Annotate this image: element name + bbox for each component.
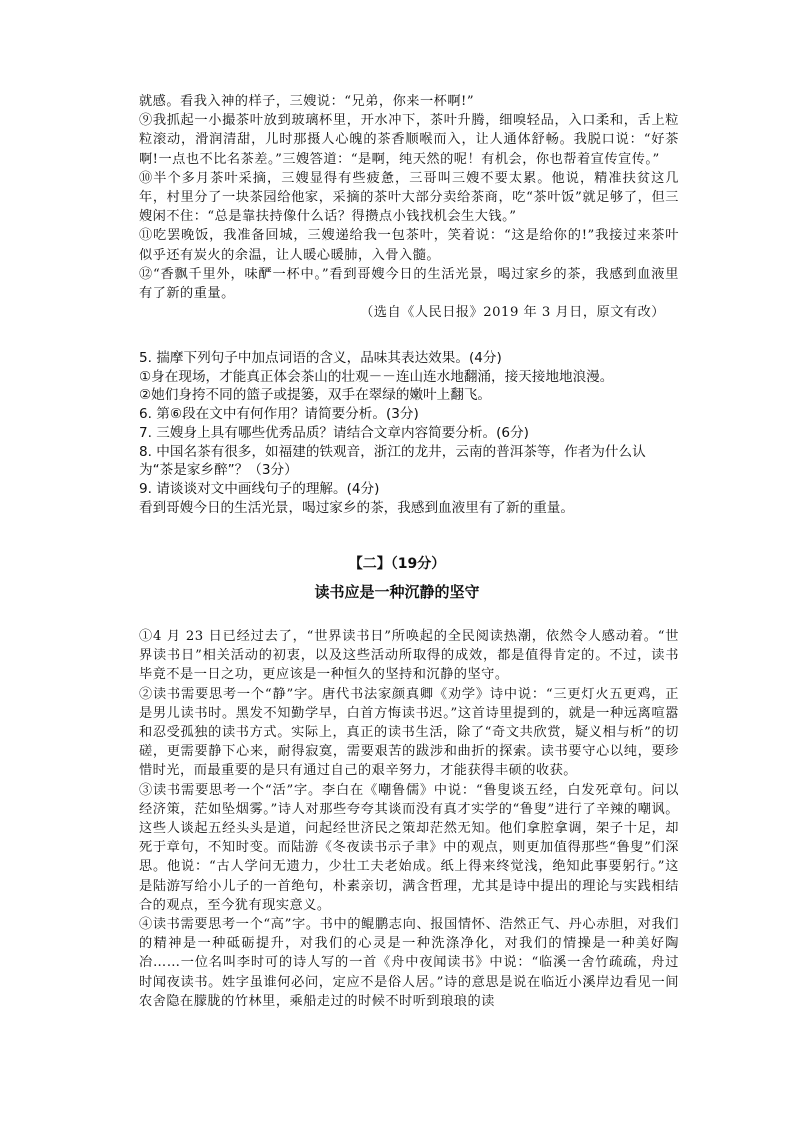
section-2-paragraph-2: ②读书需要思考一个“静”字。唐代书法家颜真卿《劝学》诗中说：“三更灯火五更鸡，正是男儿读书时。黑发不知勤学早，白首方悔读书迟。”这首诗里提到的，就是一种远离喧嚣和忍受孤独的读书方式。实际上，真正的读书生活，除了“奇文共欣赏，疑义相与析”的切磋，更需要静下心来，耐得寂寞，需要艰苦的跋涉和曲折的探索。读书要守心以纯，要珍惜时光，而最重要的是只有通过自己的艰辛努力，才能获得丰硕的收获。 xyxy=(139,686,679,779)
paragraph-8-end: 就感。看我入神的样子，三嫂说：“兄弟，你来一杯啊!” xyxy=(139,94,475,109)
paragraph-10: ⑩半个多月茶叶采摘，三嫂显得有些疲惫，三哥叫三嫂不要太累。他说，精准扶贫这几年，村里分了一块茶园给他家，采摘的茶叶大部分卖给茶商，吃“茶叶饭”就足够了，但三嫂闲不住：“总是靠扶持像什么话？得攒点小钱找机会生大钱。” xyxy=(139,170,679,225)
question-5: 5. 揣摩下列句子中加点词语的含义，品味其表达效果。(4分) xyxy=(139,350,502,366)
question-6: 6. 第⑥段在文中有何作用？请简要分析。(3分) xyxy=(139,406,419,423)
section-2-paragraph-3: ③读书需要思考一个“活”字。李白在《嘲鲁儒》中说：“鲁叟谈五经，白发死章句。问以经济策，茫如坠烟雾。”诗人对那些夸夸其谈而没有真才实学的“鲁叟”进行了辛辣的嘲讽。这些人谈起五经头头是道，问起经世济民之策却茫然无知。他们拿腔拿调，架子十足，却死于章句，不知时变。而陆游《冬夜读书示子聿》中的观点，则更加值得那些“鲁叟”们深思。他说：“古人学问无遗力，少壮工夫老始成。纸上得来终觉浅，绝知此事要躬行。”这是陆游写给小儿子的一首绝句，朴素亲切，满含哲理，尤其是诗中提出的理论与实践相结合的观点，至今犹有现实意义。 xyxy=(139,782,679,913)
question-5-sentence-2: ②她们身挎不同的篮子或提篓，双手在翠绿的嫩叶上翻飞。 xyxy=(139,387,492,404)
passage1-text xyxy=(139,92,679,322)
section-2-title: 读书应是一种沉静的坚守 xyxy=(314,583,480,601)
article-source: （选自《人民日报》2019 年 3 月日，原文有改） xyxy=(360,305,665,321)
question-8: 8. 中国名茶有很多，如福建的铁观音，浙江的龙井，云南的普洱茶等，作者为什么认为“茶是家乡醉”？（3分） xyxy=(139,443,646,479)
paragraph-11: ⑪吃罢晚饭，我准备回城，三嫂递给我一包茶叶，笑着说：“这是给你的!”我接过来茶叶似乎还有炭火的余温，让人暖心暖肺，入骨入髓。 xyxy=(139,228,679,263)
paragraph-12: ⑫“香飘千里外，味酽一杯中。”看到哥嫂今日的生活光景，喝过家乡的茶，我感到血液里有了新的重量。 xyxy=(139,266,679,302)
question-9-quote: 看到哥嫂今日的生活光景，喝过家乡的茶，我感到血液里有了新的重量。 xyxy=(139,499,574,516)
section-2-text xyxy=(139,627,679,1011)
section-2-label: 【二】（19分） xyxy=(348,556,446,572)
paragraph-9: ⑨我抓起一小撮茶叶放到玻璃杯里，开水冲下，茶叶升腾，细嗅轻品，入口柔和，舌上粒粒滚动，滑润清甜，儿时那摄人心魄的茶香顺喉而入，让人通体舒畅。我脱口说：“好茶啊!一点也不比名茶差。”三嫂答道：“是啊，纯天然的呢！有机会，你也帮着宣传宣传。” xyxy=(139,113,679,167)
section-2-paragraph-4: ④读书需要思考一个“高”字。书中的鲲鹏志向、报国情怀、浩然正气、丹心赤胆，对我们的精神是一种砥砺提升，对我们的心灵是一种洗涤净化，对我们的情操是一种美好陶冶……一位名叫李时可的诗人写的一首《舟中夜闻读书》中说：“临溪一舍竹疏疏，舟过时闻夜读书。姓字虽谁何必问，定应不是俗人居。”诗的意思是说在临近小溪岸边看见一间农舍隐在朦胧的竹林里，乘船走过的时候不时听到琅琅的读 xyxy=(139,917,679,1009)
questions xyxy=(139,349,679,517)
question-9: 9. 请谈谈对文中画线句子的理解。(4分) xyxy=(139,480,380,497)
question-7: 7. 三嫂身上具有哪些优秀品质？请结合文章内容简要分析。(6分) xyxy=(139,424,529,441)
question-5-sentence-1: ①身在现场，才能真正体会茶山的壮观－－连山连水地翻涌，接天接地地浪漫。 xyxy=(139,368,614,385)
section-2-paragraph-1: ①4 月 23 日已经过去了，“世界读书日”所唤起的全民阅读热潮，依然令人感动着。“世界读书日”相关活动的初衷，以及这些活动所取得的成效，都是值得肯定的。不过，读书毕竟不是一日之功，更应该是一种恒久的坚持和沉静的坚守。 xyxy=(139,629,679,683)
